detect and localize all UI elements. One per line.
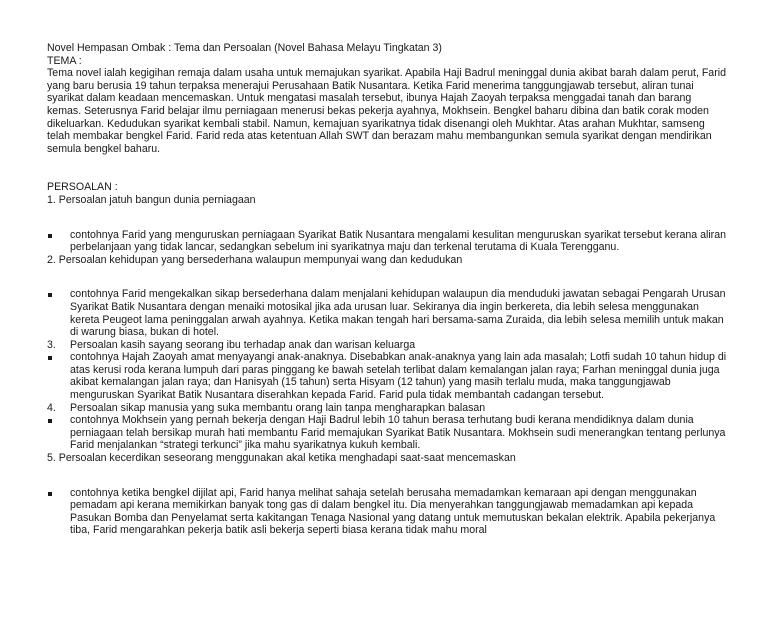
example-bullet-1 (47, 229, 727, 254)
example-bullet-4 (47, 414, 727, 452)
example-bullet-3 (47, 351, 727, 401)
example-bullet-5 (47, 487, 727, 537)
persoalan-item-1: 1. Persoalan jatuh bangun dunia perniagaan (47, 193, 256, 206)
example-text-5: contohnya ketika bengkel dijilat api, Farid hanya melihat sahaja setelah berusaha memadamkan kemaraan api dengan menggunakan pemadam api kerana memikirkan banyak tong gas di dalam bengkel itu. Dia menyerahkan tanggungjawab memadamkan api kepada Pasukan Bomba dan Penyelamat serta kakitangan Tenaga Nasional yang datang untuk memutuskan bekalan elektrik. Apabila pekerjanya tiba, Farid mengarahkan pekerja batik asli bekerja seperti biasa kerana tidak mahu moral (70, 486, 716, 537)
bullet-square-icon (48, 293, 52, 297)
item-3-label: Persoalan kasih sayang seorang ibu terhadap anak dan warisan keluarga (70, 338, 416, 351)
document-page (47, 42, 727, 537)
example-text-3: contohnya Hajah Zaoyah amat menyayangi anak-anaknya. Disebabkan anak-anaknya yang lain ada masalah; Lotfi sudah 10 tahun hidup di atas kerusi roda kerana lumpuh dari paras pinggang ke bawah setelah terlibat dalam kemalangan jalan raya; Farhan meninggal dunia juga akibat kemalangan jalan raya; dan Hanisyah (15 tahun) serta Hisyam (12 tahun) yang masih terlalu muda, maka tanggungjawab menguruskan Syarikat Batik Nusantara diserahkan kepada Farid. Farid pula tidak membantah cadangan tersebut. (70, 351, 727, 402)
tema-heading: TEMA : (47, 54, 82, 67)
bullet-square-icon (48, 492, 52, 496)
persoalan-heading: PERSOALAN : (47, 181, 118, 194)
persoalan-item-2: 2. Persoalan kehidupan yang bersederhana walaupun mempunyai wang dan kedudukan (47, 253, 463, 266)
item-4-label: Persoalan sikap manusia yang suka membantu orang lain tanpa mengharapkan balasan (70, 401, 486, 414)
example-bullet-2 (47, 288, 727, 338)
persoalan-item-5: 5. Persoalan kecerdikan seseorang menggunakan akal ketika menghadapi saat-saat mencemaskan (47, 452, 516, 465)
persoalan-item-3 (47, 339, 727, 352)
bullet-square-icon (48, 419, 52, 423)
item-3-number: 3. (47, 338, 56, 351)
persoalan-item-4 (47, 402, 727, 415)
tema-paragraph: Tema novel ialah kegigihan remaja dalam usaha untuk memajukan syarikat. Apabila Haji Badrul meninggal dunia akibat barah dalam perut, Farid yang baru berusia 19 tahun terpaksa menerajui Perusahaan Batik Nusantara. Ketika Farid menerima tanggungjawab tersebut, aliran tunai syarikat dalam keadaan mencemaskan. Untuk mengatasi masalah tersebut, ibunya Hajah Zaoyah terpaksa menggadai tanah dan barang kemas. Seterusnya Farid belajar ilmu perniagaan menerusi bekas pekerja ayahnya, Mokhsein. Bengkel baharu dibina dan batik corak moden dikeluarkan. Kedudukan syarikat kembali stabil. Namun, kemajuan syarikatnya tidak disenangi oleh Mukhtar. Atas arahan Mukhtar, samseng telah membakar bengkel Farid. Farid reda atas ketentuan Allah SWT dan berazam mahu membangunkan semula syarikat dengan mendirikan semula bengkel baharu. (47, 67, 726, 155)
example-text-1: contohnya Farid yang menguruskan perniagaan Syarikat Batik Nusantara mengalami kesulitan menguruskan syarikat tersebut kerana aliran perbelanjaan yang tidak lancar, sedangkan sebelum ini syarikatnya maju dan terkenal terutama di Kuala Terengganu. (70, 228, 726, 254)
bullet-square-icon (48, 234, 52, 238)
example-text-4: contohnya Mokhsein yang pernah bekerja dengan Haji Badrul lebih 10 tahun berasa terhutang budi kerana mendidiknya dalam dunia perniagaan telah bersikap murah hati membantu Farid memajukan Syarikat Batik Nusantara. Mokhsein sudi menerangkan tentang perlunya Farid menjalankan “strategi terkunci” jika mahu syarikatnya kukuh kembali. (70, 414, 726, 452)
document-title: Novel Hempasan Ombak : Tema dan Persoalan (Novel Bahasa Melayu Tingkatan 3) (47, 42, 442, 54)
example-text-2: contohnya Farid mengekalkan sikap bersederhana dalam menjalani kehidupan walaupun dia menduduki jawatan sebagai Pengarah Urusan Syarikat Batik Nusantara dengan menaiki motosikal jika ada urusan luar. Sekiranya dia ingin berkereta, dia lebih selesa menggunakan kereta Peugeot lama peninggalan arwah ayahnya. Ketika makan tengah hari bersama-sama Zuraida, dia lebih selesa memilih untuk makan di warung biasa, bukan di hotel. (70, 288, 726, 339)
item-4-number: 4. (47, 401, 56, 414)
bullet-square-icon (48, 356, 52, 360)
